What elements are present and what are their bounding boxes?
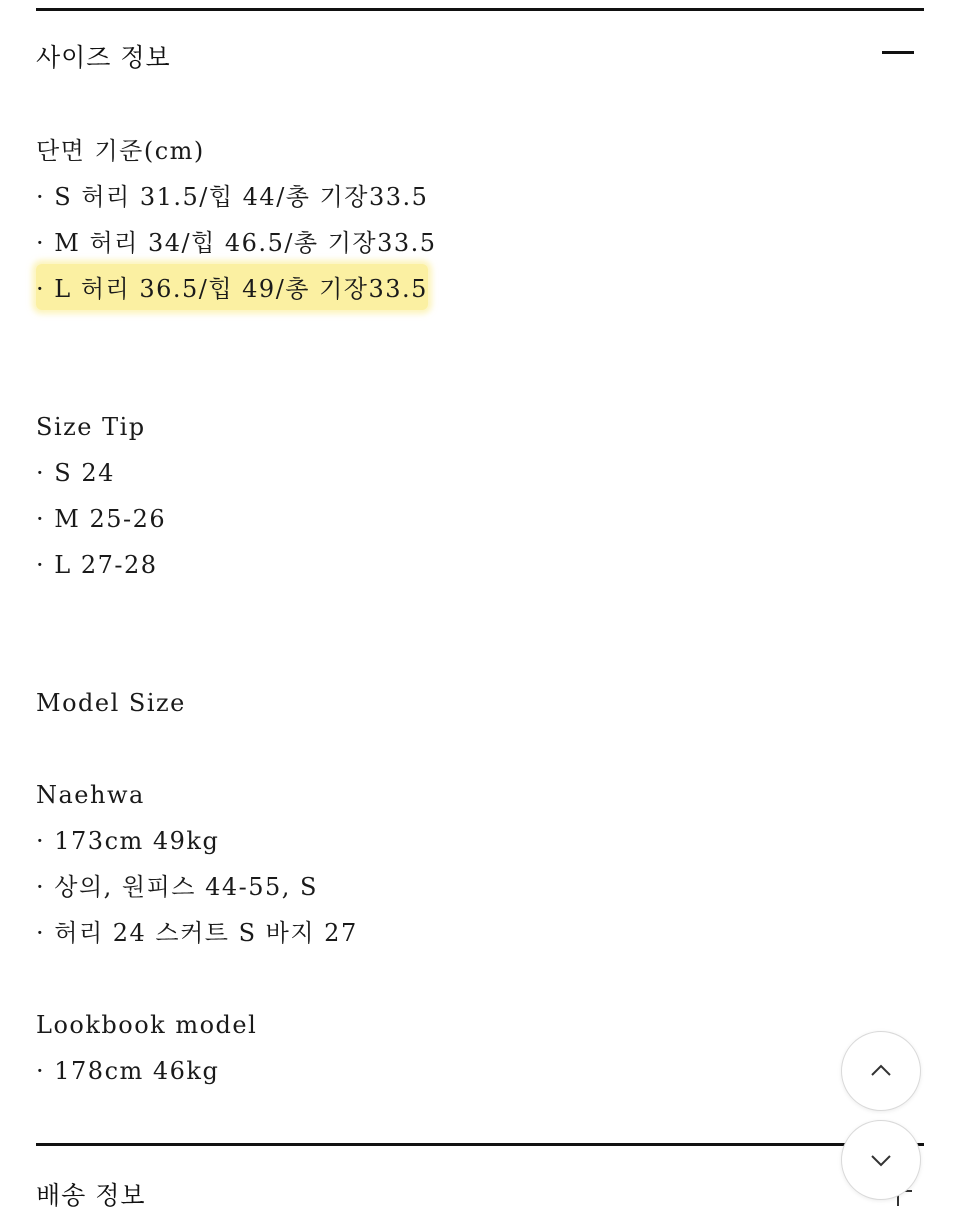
top-divider [36,8,924,11]
minus-icon[interactable] [882,51,914,54]
size-tip-row-s: · S 24 [36,459,115,487]
size-tip-row-l: · L 27-28 [36,551,158,579]
delivery-info-title: 배송 정보 [36,1181,146,1210]
lookbook-row-body: · 178cm 46kg [36,1057,220,1085]
measure-row-s: · S 허리 31.5/힙 44/총 기장33.5 [36,183,429,211]
chevron-up-icon [869,1059,893,1083]
naehwa-row-body: · 173cm 49kg [36,827,220,855]
section-divider [36,1143,924,1146]
size-tip-heading: Size Tip [36,413,146,441]
naehwa-heading: Naehwa [36,781,145,809]
measure-heading: 단면 기준(cm) [36,137,205,165]
model-size-heading: Model Size [36,689,186,717]
size-info-title: 사이즈 정보 [36,43,171,72]
chevron-down-icon [869,1148,893,1172]
scroll-bottom-button[interactable] [841,1120,921,1200]
lookbook-heading: Lookbook model [36,1011,258,1039]
measure-row-m: · M 허리 34/힙 46.5/총 기장33.5 [36,229,437,257]
measure-row-l: · L 허리 36.5/힙 49/총 기장33.5 [36,275,428,303]
naehwa-row-bottom: · 허리 24 스커트 S 바지 27 [36,919,358,947]
size-tip-row-m: · M 25-26 [36,505,167,533]
scroll-top-button[interactable] [841,1031,921,1111]
naehwa-row-top: · 상의, 원피스 44-55, S [36,873,318,901]
